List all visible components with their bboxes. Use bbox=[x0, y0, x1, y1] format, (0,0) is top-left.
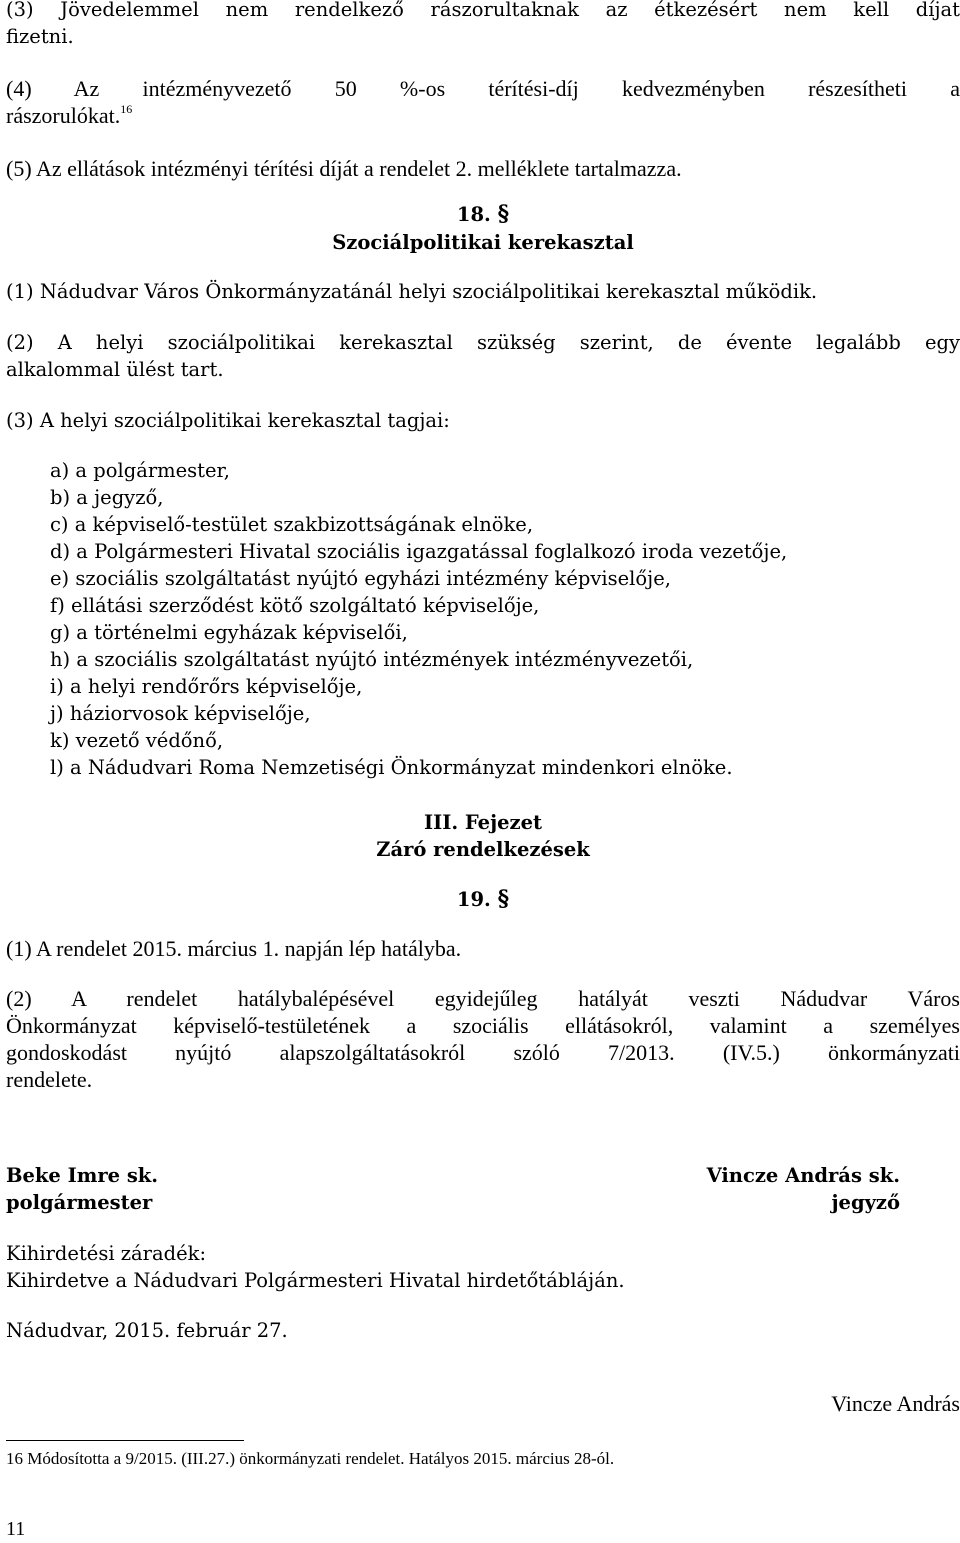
list-item: h) a szociális szolgáltatást nyújtó intézmények intézményvezetői, bbox=[50, 648, 694, 671]
section-19-heading bbox=[6, 886, 960, 913]
paragraph-3-line2: fizetni. bbox=[6, 25, 74, 48]
section-19-paragraph-1: (1) A rendelet 2015. március 1. napján lép hatályba. bbox=[6, 936, 462, 961]
footnote-separator bbox=[6, 1440, 244, 1441]
paragraph-4-text: rászorulókat. bbox=[6, 103, 121, 128]
list-item: d) a Polgármesteri Hivatal szociális igazgatással foglalkozó iroda vezetője, bbox=[50, 540, 788, 563]
chapter-title: Záró rendelkezések bbox=[376, 838, 590, 861]
section-18-heading bbox=[6, 201, 960, 228]
chapter-number: III. Fejezet bbox=[423, 811, 543, 834]
announcement-text: Kihirdetve a Nádudvari Polgármesteri Hivatal hirdetőtábláján. bbox=[6, 1269, 625, 1292]
paragraph-sign-icon: § bbox=[497, 201, 510, 227]
announcement-signer: Vincze András bbox=[831, 1391, 960, 1416]
section-19-paragraph-2-line2: Önkormányzat képviselő-testületének a szociális ellátásokról, valamint a személyes bbox=[6, 1013, 960, 1038]
signature-left-title: polgármester bbox=[6, 1191, 153, 1214]
list-item: j) háziorvosok képviselője, bbox=[50, 702, 311, 725]
list-item: i) a helyi rendőrőrs képviselője, bbox=[50, 675, 363, 698]
list-item: a) a polgármester, bbox=[50, 459, 230, 482]
section-number: 18. bbox=[456, 203, 491, 226]
list-item: k) vezető védőnő, bbox=[50, 729, 224, 752]
announcement-place-date: Nádudvar, 2015. február 27. bbox=[6, 1319, 288, 1342]
list-item: g) a történelmi egyházak képviselői, bbox=[50, 621, 408, 644]
section-18-paragraph-2-line2: alkalommal ülést tart. bbox=[6, 358, 224, 381]
paragraph-3-line1: (3) Jövedelemmel nem rendelkező rászorultaknak az étkezésért nem kell díjat bbox=[6, 0, 960, 21]
section-18-paragraph-2-line1: (2) A helyi szociálpolitikai kerekasztal szükség szerint, de évente legalább egy bbox=[6, 331, 960, 354]
members-list bbox=[50, 457, 950, 781]
list-item: l) a Nádudvari Roma Nemzetiségi Önkormányzat mindenkori elnöke. bbox=[50, 756, 733, 779]
paragraph-sign-icon: § bbox=[497, 886, 510, 912]
signature-right-name: Vincze András sk. bbox=[706, 1164, 900, 1187]
page-number: 11 bbox=[6, 1518, 26, 1540]
list-item: b) a jegyző, bbox=[50, 486, 164, 509]
section-19-paragraph-2-line4: rendelete. bbox=[6, 1067, 93, 1092]
paragraph-4-line1: (4) Az intézményvezető 50 %-os térítési-díj kedvezményben részesítheti a bbox=[6, 76, 960, 101]
announcement-label: Kihirdetési záradék: bbox=[6, 1242, 207, 1265]
section-18-paragraph-3: (3) A helyi szociálpolitikai kerekasztal tagjai: bbox=[6, 409, 450, 432]
section-18-paragraph-1: (1) Nádudvar Város Önkormányzatánál helyi szociálpolitikai kerekasztal működik. bbox=[6, 280, 818, 303]
list-item: c) a képviselő-testület szakbizottságának elnöke, bbox=[50, 513, 534, 536]
list-item: f) ellátási szerződést kötő szolgáltató képviselője, bbox=[50, 594, 540, 617]
section-18-title: Szociálpolitikai kerekasztal bbox=[332, 231, 634, 254]
paragraph-5: (5) Az ellátások intézményi térítési díját a rendelet 2. melléklete tartalmazza. bbox=[6, 156, 682, 181]
section-19-paragraph-2-line3: gondoskodást nyújtó alapszolgáltatásokról szóló 7/2013. (IV.5.) önkormányzati bbox=[6, 1040, 960, 1065]
signature-left-name: Beke Imre sk. bbox=[6, 1164, 159, 1187]
paragraph-4-line2 bbox=[6, 102, 960, 129]
signature-right-title: jegyző bbox=[831, 1191, 900, 1214]
footnote: 16 Módosította a 9/2015. (III.27.) önkormányzati rendelet. Hatályos 2015. március 28-ól. bbox=[6, 1449, 615, 1468]
section-19-paragraph-2-line1: (2) A rendelet hatálybalépésével egyidejűleg hatályát veszti Nádudvar Város bbox=[6, 986, 960, 1011]
section-number: 19. bbox=[456, 888, 491, 911]
list-item: e) szociális szolgáltatást nyújtó egyházi intézmény képviselője, bbox=[50, 567, 671, 590]
footnote-ref: 16 bbox=[120, 102, 133, 116]
